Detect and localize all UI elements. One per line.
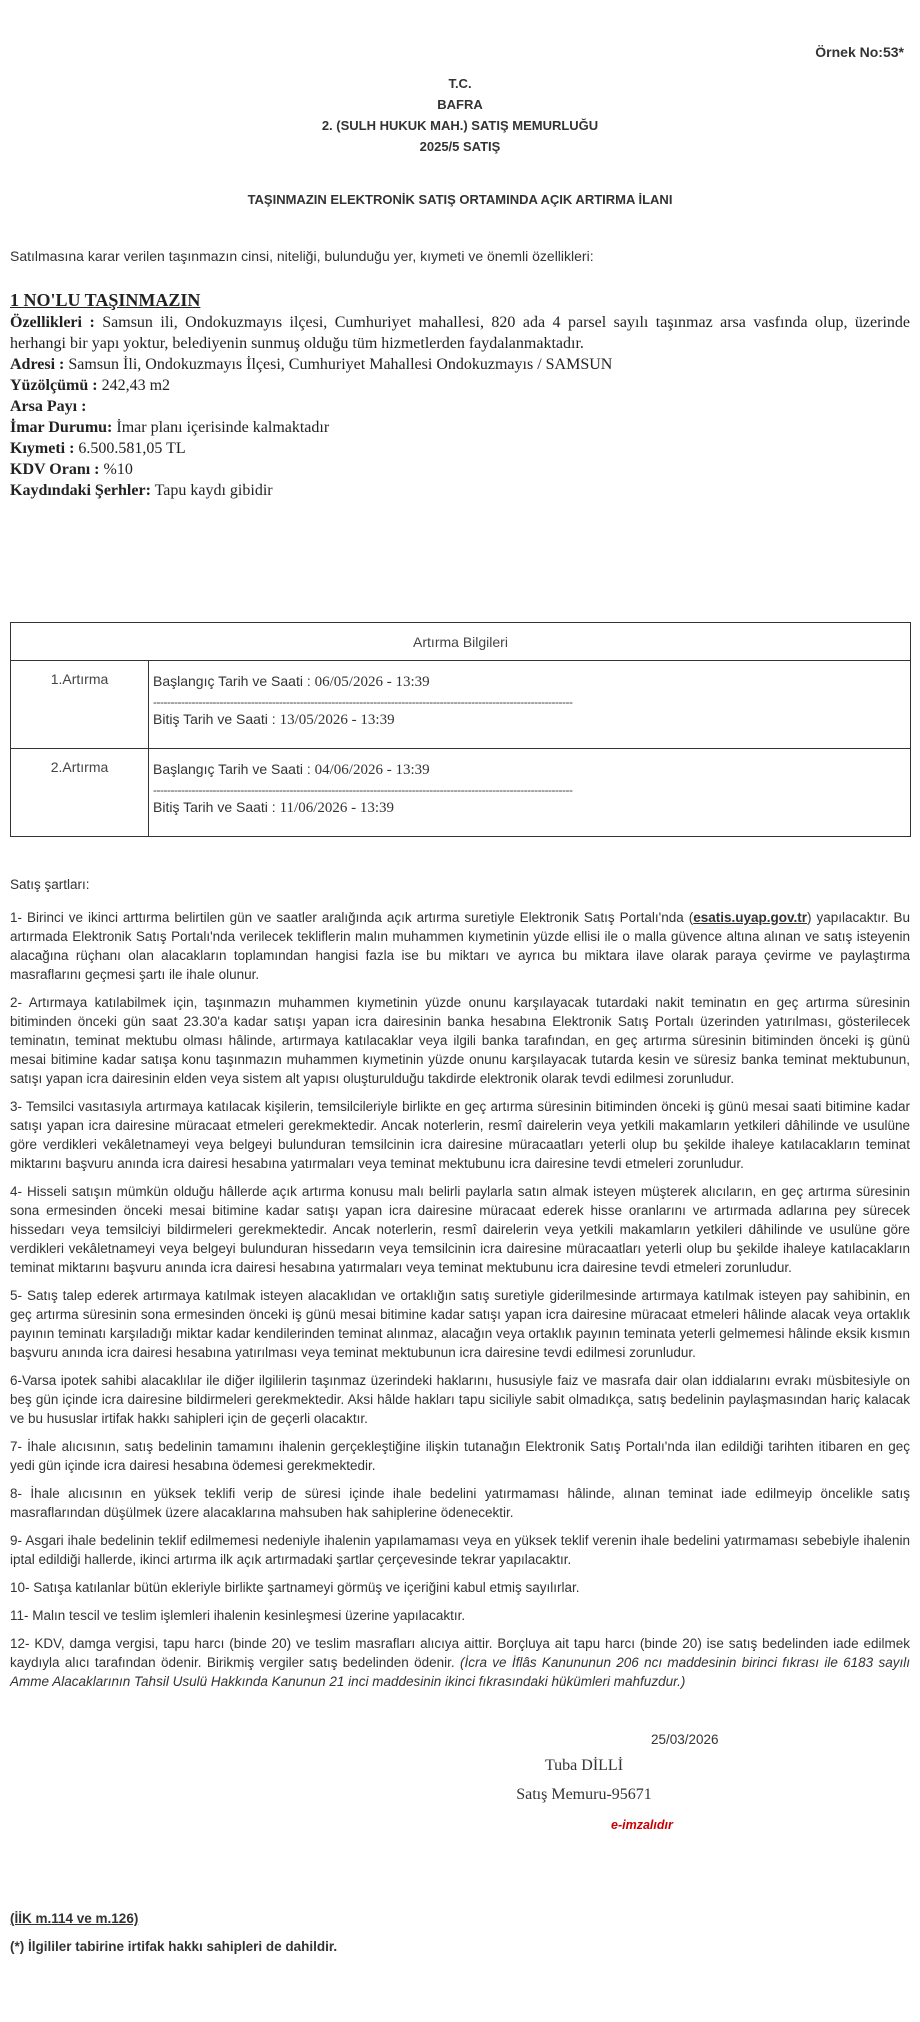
value-label: Kıymeti : (10, 440, 75, 457)
value-amount: 6.500.581,05 TL (74, 440, 186, 457)
property-vat (10, 459, 910, 480)
property-zoning (10, 417, 910, 438)
condition-10: 10- Satışa katılanlar bütün ekleriyle birlikte şartnameyi görmüş ve içeriğini kabul etmiş sayılırlar. (10, 1580, 580, 1595)
auction-start (153, 673, 906, 691)
auction-start (153, 761, 906, 779)
vat-value: %10 (99, 461, 133, 478)
auction-round-dates (149, 661, 911, 749)
ornek-no: Örnek No:53* (815, 44, 904, 60)
condition-6: 6-Varsa ipotek sahibi alacaklılar ile diğer ilgililerin taşınmaz üzerindeki haklarını, hususiyle faiz ve masrafa dair olan iddialarını evrakı müsbitesiyle on beş gün içinde icra dairesine bildirmeleri gerekmektedir. Aksi hâlde hakları tapu siciliyle sabit olmadıkça, satış bedelinin paylaşmasından hariç kalacak ve bu hususlar irtifak hakkı sahipleri için de geçerli olacaktır. (10, 1373, 910, 1426)
area-value: 242,43 m2 (97, 377, 171, 394)
auction-round-label: 2.Artırma (11, 749, 149, 837)
zoning-label: İmar Durumu: (10, 419, 113, 436)
property-features (10, 312, 910, 354)
condition-2: 2- Artırmaya katılabilmek için, taşınmazın muhammen kıymetinin yüzde onunu karşılayacak tutardaki nakit teminatın en geç artırma süresinin bitiminden önceki gün saat 23.30'a kadar satışı yapan icra dairesinin banka hesabına Elektronik Satış Portalı üzerinden yatırılması, gösterilecek teminatın, teminat mektubu olması hâlinde, artırmaya katılacaklar veya ilgili banka tarafından, en geç artırma süresinin bitiminden önceki iş günü mesai bitimine kadar satışa konu taşınmazın muhammen kıymetinin yüzde onunu karşılayacak tutarda kesin ve süresiz banka teminat mektubunun, satışı yapan icra dairesinin elden veya sistem alt yapısı oluşturulduğu takdirde elektronik olarak tevdi edilmesi zorunludur. (10, 995, 910, 1086)
area-label: Yüzölçümü : (10, 377, 98, 394)
header-tc: T.C. (448, 76, 472, 91)
footnote: (*) İlgililer tabirine irtifak hakkı sahipleri de dahildir. (10, 1939, 338, 1954)
property-details (10, 290, 910, 501)
auction-end (153, 799, 906, 817)
start-label: Başlangıç Tarih ve Saati : (153, 761, 315, 777)
header-city: BAFRA (437, 97, 483, 112)
condition-11: 11- Malın tescil ve teslim işlemleri ihalenin kesinleşmesi üzerine yapılacaktır. (10, 1608, 466, 1623)
end-value: 11/06/2026 - 13:39 (279, 800, 395, 816)
e-signature-note: e-imzalıdır (611, 1818, 673, 1832)
end-label: Bitiş Tarih ve Saati : (153, 799, 280, 815)
auction-table-header-row (11, 623, 911, 661)
annotations-value: Tapu kaydı gibidir (150, 482, 273, 499)
auction-round-label: 1.Artırma (11, 661, 149, 749)
auction-round-dates (149, 749, 911, 837)
condition-4: 4- Hisseli satışın mümkün olduğu hâllerde açık artırma konusu malı belirli paylarla satın almak isteyen müşterek alıcıların, en geç artırma süresinin sona ermesinden önceki mesai bitimine kadar satışı yapan icra dairesine müracaat ederek hisse oranlarını ve artırmada adlarına pey sürecek hissedarı veya temsilciyi bildirmeleri gerekmektedir. Ancak noterlerin, resmî dairelerin veya yetkili makamların yetkileri dâhilinde ve usulüne göre verdikleri vekâletnameyi veya belgeyi bulunduran hissedarın veya temsilcinin icra dairesine müracaatları yeterli olup bu şekilde ihaleye katılacakların teminat miktarını başvuru anında icra dairesi hesabına yatırmaları veya teminat mektubunu icra dairesine tevdi etmeleri zorunludur. (10, 1184, 910, 1275)
end-label: Bitiş Tarih ve Saati : (153, 711, 280, 727)
signer-name: Tuba DİLLİ (544, 1757, 624, 1774)
start-value: 06/05/2026 - 13:39 (314, 674, 430, 690)
document-header (0, 73, 920, 157)
property-land-share (10, 396, 910, 417)
table-row (11, 749, 911, 837)
page-title: TAŞINMAZIN ELEKTRONİK SATIŞ ORTAMINDA AÇIK ARTIRMA İLANI (247, 192, 673, 207)
condition-1-text-b: ) yapılacaktır. Bu artırmada Elektronik Satış Portalı'nda verilecek tekliflerin malın muhammen kıymetinin yüzde ellisi ile o malla güvence altına alınan ve satış isteyenin alacağına rüçhanı olan alacakların toplamından hangisi fazla ise bu miktarı ve ayrıca bu miktara ilave olarak paraya çevirme ve paylaştırma masraflarını geçmesi şartı ile ihale olunur. (10, 910, 910, 982)
zoning-value: İmar planı içerisinde kalmaktadır (112, 419, 330, 436)
table-row (11, 661, 911, 749)
condition-9: 9- Asgari ihale bedelinin teklif edilmemesi nedeniyle ihalenin yapılamaması veya en yüksek teklif verenin ihale bedelini yatırmaması sebebiyle ihalenin iptal edildiği hallerde, ikinci artırma ilk açık artırmadaki şartlar çerçevesinde tekrar yapılacaktır. (10, 1533, 910, 1567)
sale-conditions (10, 875, 910, 1700)
condition-5: 5- Satış talep ederek artırmaya katılmak isteyen alacaklıdan ve ortaklığın satış suretiyle giderilmesinde artırmaya katılmak isteyen pay sahibinin, en geç artırma süresinin sona ermesinden önceki iş günü mesai bitimine kadar satışı yapan icra dairesine müracaat etmeleri hâlinde alacak veya ortaklık payının teminatı karşıladığı miktar kadar kendilerinden teminat alınmaz, alacağın veya ortaklık payının teminata yeterli gelmemesi hâlinde eksik kısmın başvuru anında icra dairesi hesabına yatırılması veya teminat mektubunun icra dairesine tevdi edilmesi zorunludur. (10, 1288, 910, 1360)
separator: ------------------------------------------------------------------------------------------------------------------------ (153, 783, 573, 797)
header-office: 2. (SULH HUKUK MAH.) SATIŞ MEMURLUĞU (321, 118, 599, 133)
start-label: Başlangıç Tarih ve Saati : (153, 673, 315, 689)
property-title: 1 NO'LU TAŞINMAZIN (10, 290, 201, 310)
address-value: Samsun İli, Ondokuzmayıs İlçesi, Cumhuriyet Mahallesi Ondokuzmayıs / SAMSUN (64, 356, 613, 373)
signer-title: Satış Memuru-95671 (516, 1786, 652, 1803)
address-label: Adresi : (10, 356, 65, 373)
condition-12 (10, 1634, 910, 1691)
vat-label: KDV Oranı : (10, 461, 100, 478)
header-file-no: 2025/5 SATIŞ (419, 139, 501, 154)
condition-12-legal-note: (İcra ve İflâs Kanununun 206 ncı maddesinin birinci fıkrası ile 6183 sayılı Amme Alacaklarının Tahsil Usulü Hakkında Kanunun 21 inci maddesinin ikinci fıkrasındaki hükümleri mahfuzdur.) (10, 1655, 911, 1689)
intro-text: Satılmasına karar verilen taşınmazın cinsi, niteliği, bulunduğu yer, kıymeti ve önemli özellikleri: (10, 248, 594, 264)
condition-8: 8- İhale alıcısının en yüksek teklifi verip de süresi içinde ihale bedelini yatırmaması hâlinde, alınan teminat iade edilmeyip öncelikle satış masraflarından düşülmek üzere alacaklarına mahsuben hak sahiplerine ödenecektir. (10, 1486, 910, 1520)
auction-end (153, 711, 906, 729)
property-value (10, 438, 910, 459)
annotations-label: Kaydındaki Şerhler: (10, 482, 151, 499)
conditions-heading: Satış şartları: (10, 877, 90, 892)
signature-date: 25/03/2026 (651, 1732, 719, 1747)
land-share-label: Arsa Payı : (10, 398, 87, 415)
auction-table-header: Artırma Bilgileri (11, 623, 911, 661)
condition-12-text: 12- KDV, damga vergisi, tapu harcı (binde 20) ve teslim masrafları alıcıya aittir. Borçluya ait tapu harcı (binde 20) ise satış bedelinden iade edilmek kaydıyla alıcı tarafından ödenir. Birikmiş vergiler satış bedelinden ödenir. (10, 1636, 910, 1670)
separator: ------------------------------------------------------------------------------------------------------------------------ (153, 695, 573, 709)
property-area (10, 375, 910, 396)
features-value: Samsun ili, Ondokuzmayıs ilçesi, Cumhuriyet mahallesi, 820 ada 4 parsel sayılı taşınmaz arsa vasfında olup, üzerinde herhangi bir yapı yoktur, belediyenin sunmuş olduğu tüm hizmetlerden faydalanmaktadır. (10, 314, 910, 352)
condition-3: 3- Temsilci vasıtasıyla artırmaya katılacak kişilerin, temsilcileriyle birlikte en geç artırma süresinin bitiminden önceki iş günü mesai saati bitimine kadar satışı yapan icra dairesine müracaat etmeleri gerekmektedir. Ancak noterlerin, resmî dairelerin veya yetkili makamların yetkileri dâhilinde ve usulüne göre verdikleri vekâletnameyi veya belgeyi bulunduran temsilcinin icra dairesine müracaatları yeterli olup bu şekilde ihaleye katılacakların teminat miktarını başvuru anında icra dairesi hesabına yatırmaları veya teminat mektubunu icra dairesine tevdi etmeleri zorunludur. (10, 1099, 910, 1171)
features-label: Özellikleri : (10, 314, 95, 331)
auction-table (10, 622, 911, 837)
end-value: 13/05/2026 - 13:39 (279, 712, 395, 728)
property-annotations (10, 480, 910, 501)
law-reference: (İİK m.114 ve m.126) (10, 1911, 139, 1926)
property-address (10, 354, 910, 375)
esatis-link[interactable]: esatis.uyap.gov.tr (693, 910, 807, 925)
condition-1 (10, 908, 910, 984)
start-value: 04/06/2026 - 13:39 (314, 762, 430, 778)
condition-1-text-a: 1- Birinci ve ikinci arttırma belirtilen gün ve saatler aralığında açık artırma suretiyle Elektronik Satış Portalı'nda ( (10, 910, 694, 925)
condition-7: 7- İhale alıcısının, satış bedelinin tamamını ihalenin gerçekleştiğine ilişkin tutanağın Elektronik Satış Portalı'nda ilan edildiği tarihten itibaren en geç yedi gün içinde icra dairesi hesabına ödemesi gerekmektedir. (10, 1439, 910, 1473)
